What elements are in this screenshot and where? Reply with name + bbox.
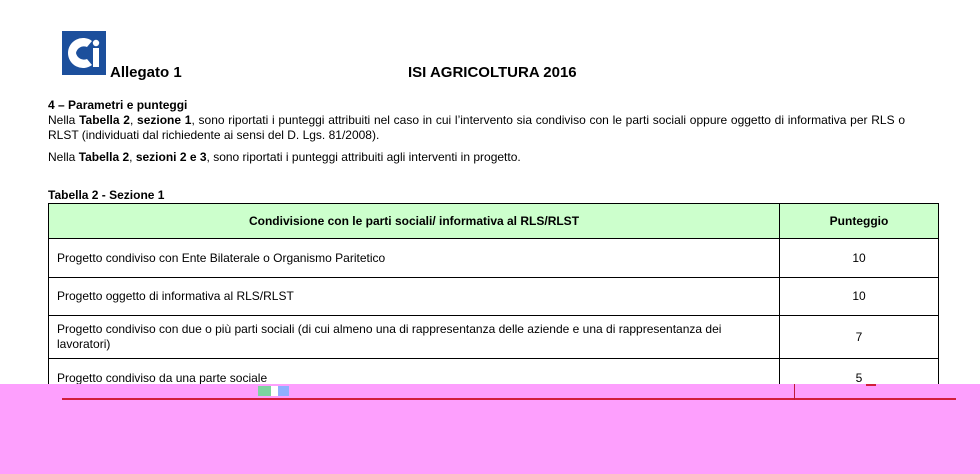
header-condivisione: Condivisione con le parti sociali/ informativa al RLS/RLST (49, 204, 780, 239)
row-label: Progetto condiviso con Ente Bilaterale o Organismo Paritetico (49, 239, 780, 278)
para2-text-3: , sono riportati i punteggi attribuiti agli interventi in progetto. (206, 150, 521, 164)
table-row (49, 278, 939, 316)
row-label: Progetto oggetto di informativa al RLS/RLST (49, 278, 780, 316)
para1-text-1: Nella (48, 113, 80, 127)
para1-text-2: , (129, 113, 138, 127)
document-title: ISI AGRICOLTURA 2016 (408, 64, 577, 81)
para2-bold-sections: sezioni 2 e 3 (135, 150, 207, 164)
para2-text-1: Nella (48, 150, 79, 164)
intro-paragraph-1 (48, 113, 905, 143)
row-score: 7 (780, 316, 939, 359)
intro-paragraph-2 (48, 150, 905, 165)
overlay-tick (794, 384, 795, 400)
para1-bold-section: sezione 1 (137, 113, 192, 127)
row-score: 10 (780, 278, 939, 316)
inail-logo (62, 31, 106, 75)
inail-logo-icon (62, 31, 106, 75)
row-score: 5 (780, 359, 939, 398)
score-table (48, 203, 939, 398)
header-punteggio: Punteggio (780, 204, 939, 239)
table-row (49, 239, 939, 278)
overlay-glitch (258, 386, 302, 396)
para1-bold-table: Tabella 2 (79, 113, 130, 127)
para2-text-2: , (129, 150, 136, 164)
para2-bold-table: Tabella 2 (78, 150, 130, 164)
row-label: Progetto condiviso con due o più parti sociali (di cui almeno una di rappresentanza delle aziende e una di rappresentanza dei lavoratori) (49, 316, 780, 359)
table-row (49, 316, 939, 359)
row-label: Progetto condiviso da una parte sociale (49, 359, 780, 398)
row-score: 10 (780, 239, 939, 278)
overlay-mark (866, 376, 876, 386)
section-heading: 4 – Parametri e punteggi (48, 98, 188, 112)
table-header-row (49, 204, 939, 239)
para1-text-3: , sono riportati i punteggi attribuiti nel caso in cui l’intervento sia condiviso con le parti sociali oppure oggetto di informativa per RLS o RLST (individuati dal richiedente ai sensi del D. Lgs. 81/2008). (48, 113, 905, 142)
table-caption: Tabella 2 - Sezione 1 (48, 188, 165, 202)
allegato-label: Allegato 1 (110, 64, 182, 81)
overlay-red-strip (62, 398, 956, 400)
